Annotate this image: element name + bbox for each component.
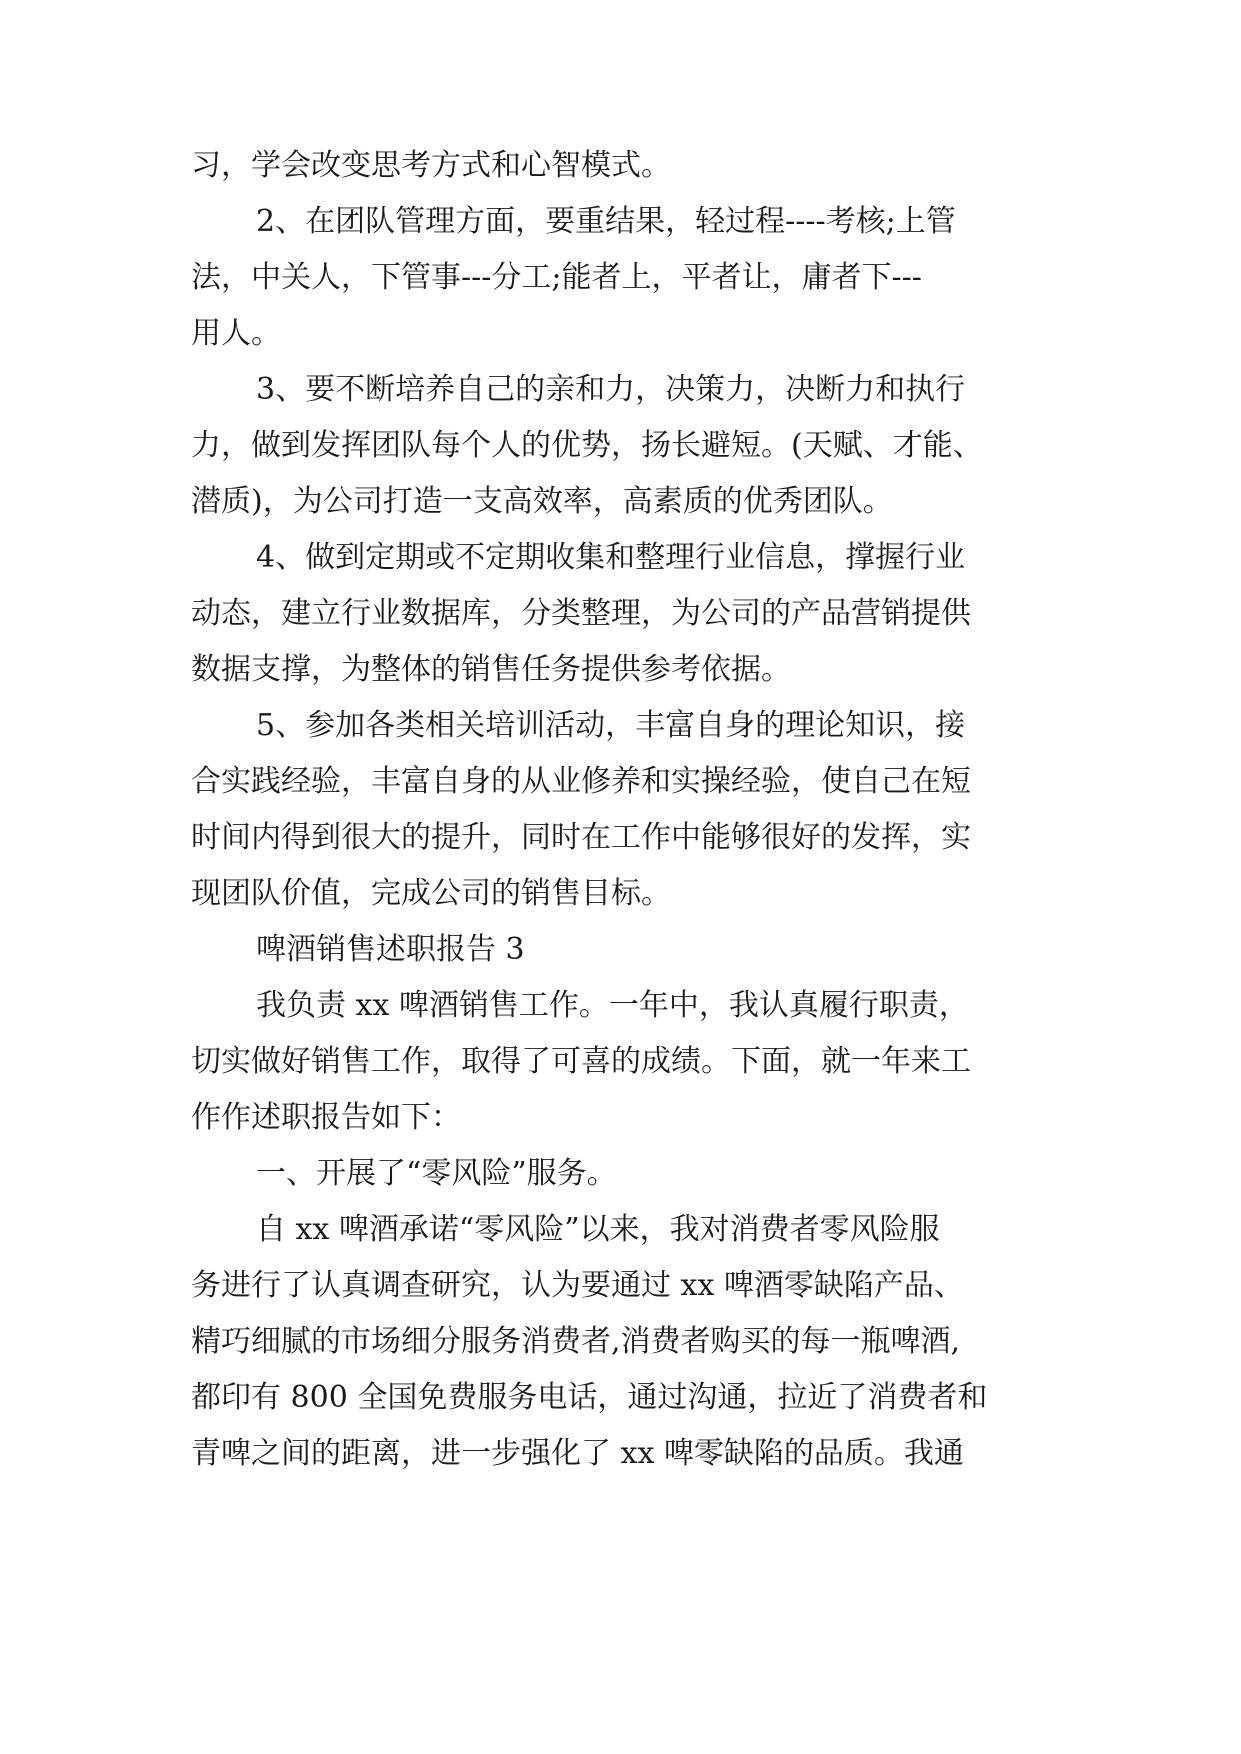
- text-line: 青啤之间的距离，进一步强化了 xx 啤零缺陷的品质。我通: [191, 1436, 964, 1471]
- text-line: 5、参加各类相关培训活动，丰富自身的理论知识，接: [256, 708, 966, 743]
- text-line: 务进行了认真调查研究，认为要通过 xx 啤酒零缺陷产品、: [191, 1268, 964, 1303]
- subsection-heading: 一、开展了“零风险”服务。: [256, 1156, 617, 1191]
- text-line: 都印有 800 全国免费服务电话，通过沟通，拉近了消费者和: [191, 1380, 988, 1415]
- text-line: 精巧细腻的市场细分服务消费者,消费者购买的每一瓶啤酒,: [191, 1324, 961, 1359]
- text-line: 2、在团队管理方面，要重结果，轻过程----考核;上管: [256, 204, 956, 239]
- text-line: 4、做到定期或不定期收集和整理行业信息，撑握行业: [256, 540, 966, 575]
- text-line: 现团队价值，完成公司的销售目标。: [191, 876, 671, 911]
- text-line: 我负责 xx 啤酒销售工作。一年中，我认真履行职责，: [256, 988, 969, 1023]
- text-line: 潜质)，为公司打造一支高效率，高素质的优秀团队。: [191, 484, 893, 519]
- text-line: 自 xx 啤酒承诺“零风险”以来，我对消费者零风险服: [256, 1212, 940, 1247]
- text-line: 法，中关人，下管事---分工;能者上，平者让，庸者下---: [191, 260, 922, 295]
- text-line: 3、要不断培养自己的亲和力，决策力，决断力和执行: [256, 372, 966, 407]
- text-line: 数据支撑，为整体的销售任务提供参考依据。: [191, 652, 791, 687]
- text-line: 动态，建立行业数据库，分类整理，为公司的产品营销提供: [191, 596, 971, 631]
- text-line: 时间内得到很大的提升，同时在工作中能够很好的发挥，实: [191, 820, 971, 855]
- section-heading: 啤酒销售述职报告 3: [256, 932, 525, 967]
- text-line: 用人。: [191, 316, 281, 351]
- text-line: 力，做到发挥团队每个人的优势，扬长避短。(天赋、才能、: [191, 428, 983, 463]
- text-line: 合实践经验，丰富自身的从业修养和实操经验，使自己在短: [191, 764, 971, 799]
- text-line: 作作述职报告如下：: [191, 1100, 461, 1135]
- text-line: 习，学会改变思考方式和心智模式。: [191, 148, 671, 183]
- text-line: 切实做好销售工作，取得了可喜的成绩。下面，就一年来工: [191, 1044, 971, 1079]
